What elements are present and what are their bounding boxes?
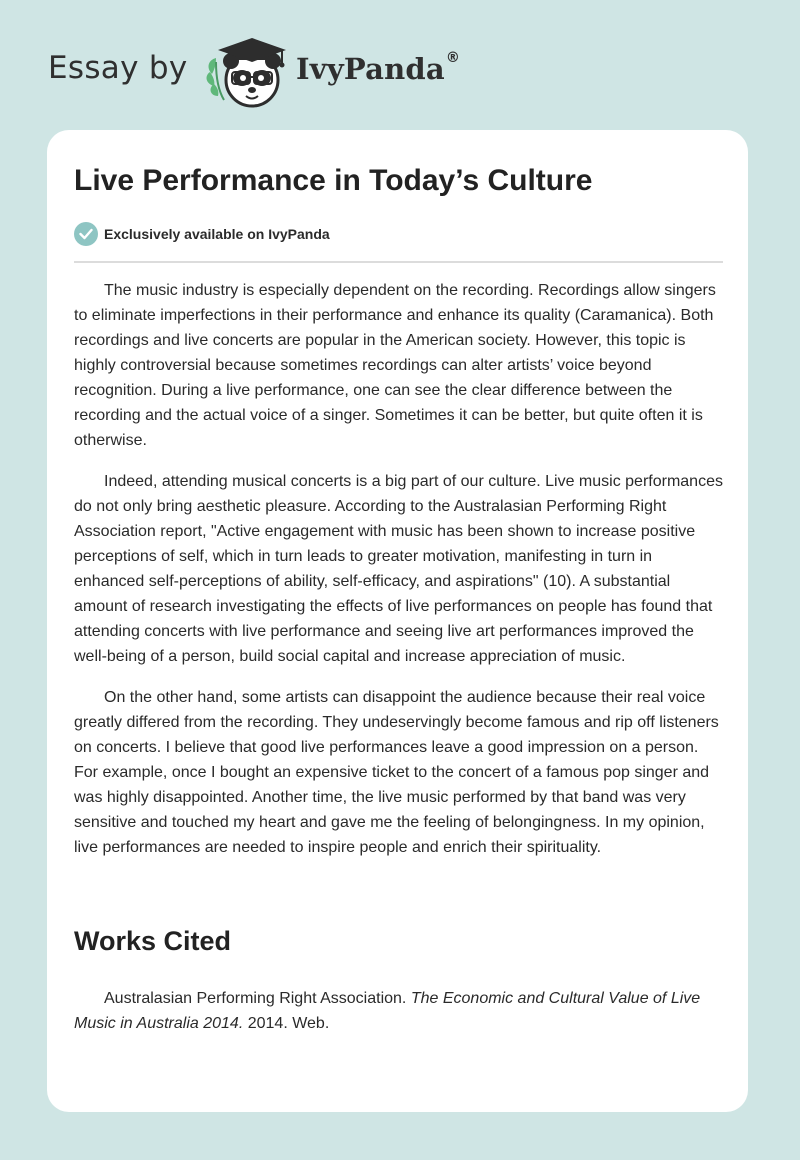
citation-work-title: The Economic and Cultural Value of Live Music in Australia 2014. — [74, 990, 701, 1032]
essay-body — [74, 278, 726, 876]
paragraph: The music industry is especially dependent on the recording. Recordings allow singers to eliminate imperfections in their performance and enhance its quality (Caramanica). Both recordings and live concerts are popular in the American society. However, this topic is highly controversial because sometimes recordings can alter artists’ voice beyond recognition. During a live performance, one can see the clear difference between the recording and the actual voice of a singer. Sometimes it can be better, but quite often it is otherwise. — [74, 282, 716, 449]
citation-author: Australasian Performing Right Association. — [104, 990, 407, 1007]
works-cited-heading: Works Cited — [74, 926, 232, 956]
paragraph: On the other hand, some artists can disappoint the audience because their real voice greatly differed from the recording. They undeservingly become famous and rip off listeners on concerts. I believe that good live performances leave a good impression on a person. For example, once I bought an expensive ticket to the concert of a famous pop singer and was highly disappointed. Another time, the live music performed by that band was very sensitive and touched my heart and gave me the feeling of belongingness. In my opinion, live performances are needed to inspire people and enrich their spirituality. — [74, 689, 719, 856]
panda-graduate-logo-icon[interactable] — [202, 34, 294, 110]
brand-name[interactable] — [296, 52, 460, 86]
check-circle-icon — [74, 222, 98, 246]
badge-label: Exclusively available on IvyPanda — [104, 226, 330, 242]
exclusive-badge — [74, 222, 330, 246]
citation-tail: 2014. Web. — [247, 1015, 330, 1032]
page-title: Live Performance in Today’s Culture — [74, 164, 593, 197]
registered-mark: ® — [445, 50, 461, 66]
brand-text: IvyPanda — [296, 52, 445, 86]
divider — [74, 261, 723, 263]
citation-entry — [74, 986, 726, 1036]
site-header — [48, 34, 648, 114]
essay-by-label: Essay by — [48, 50, 188, 86]
essay-card — [47, 130, 748, 1112]
paragraph: Indeed, attending musical concerts is a big part of our culture. Live music performances do not only bring aesthetic pleasure. According to the Australasian Performing Right Association report, "Active engagement with music has been shown to increase positive perceptions of self, which in turn leads to greater motivation, manifesting in turn in enhanced self-perceptions of ability, self-efficacy, and aspirations" (10). A substantial amount of research investigating the effects of live performances on people has found that attending concerts with live performance and seeing live art performances improved the well-being of a person, build social capital and increase appreciation of music. — [74, 473, 723, 665]
